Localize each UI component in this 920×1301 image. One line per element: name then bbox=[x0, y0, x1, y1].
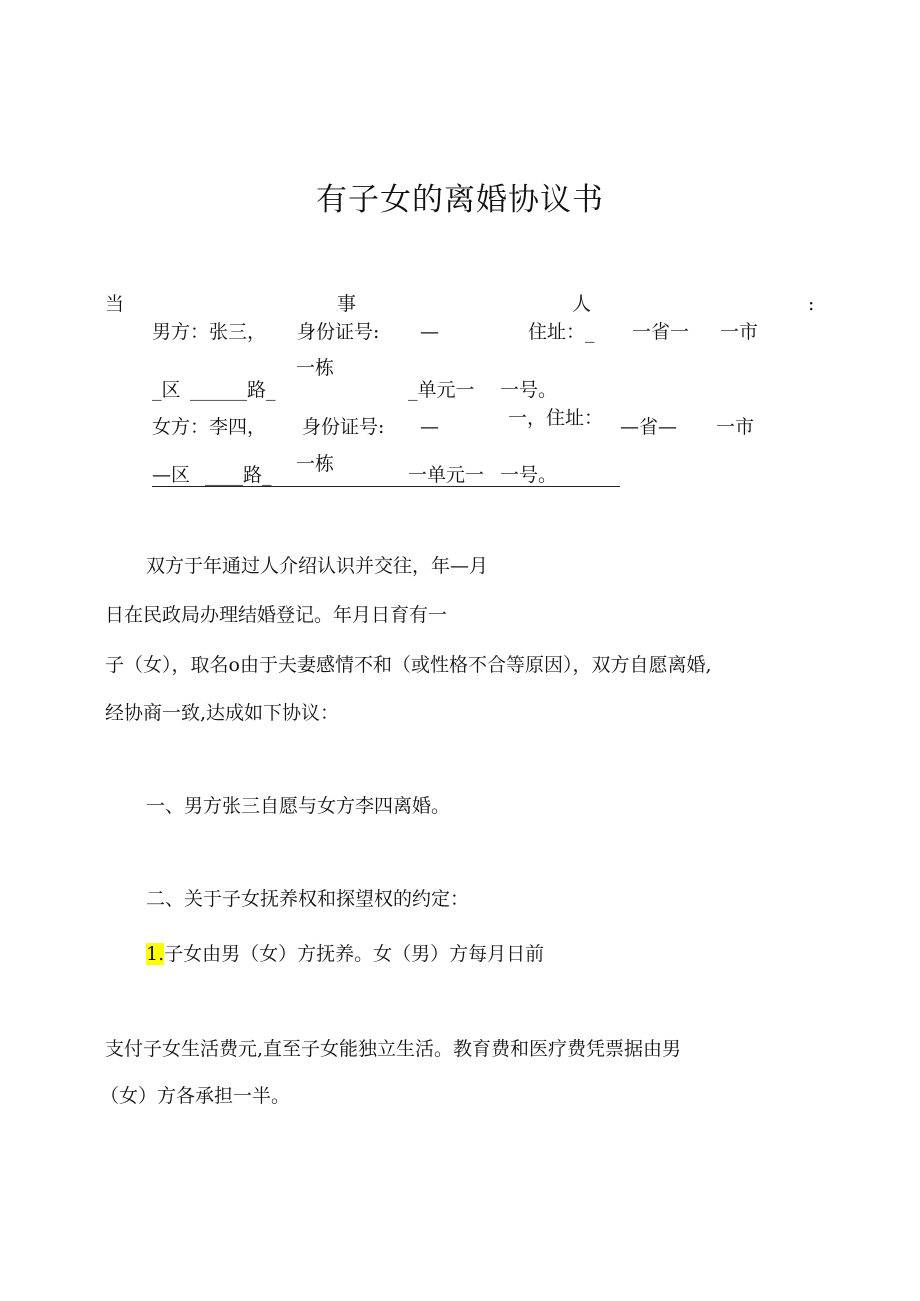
female-number: 一号。 bbox=[500, 464, 558, 486]
female-party-label: 女方：李四， bbox=[152, 416, 267, 438]
parties-label-char-4: : bbox=[808, 293, 815, 315]
parties-label-char-2: 事 bbox=[337, 293, 357, 315]
female-unit: 一单元一 bbox=[408, 464, 485, 486]
female-id-blank: — bbox=[420, 416, 439, 438]
female-address-label: 一，住址： bbox=[508, 407, 604, 429]
male-id-label: 身份证号: bbox=[297, 321, 380, 343]
male-district: _区 bbox=[152, 379, 181, 401]
parties-label-char-1: 当 bbox=[105, 293, 125, 315]
parties-label-char-3: 人 bbox=[572, 293, 592, 315]
male-province: 一省一 bbox=[632, 321, 690, 343]
female-city: 一市 bbox=[716, 416, 755, 438]
female-building: 一栋 bbox=[296, 453, 335, 475]
male-address-label: 住址：_ bbox=[528, 321, 595, 343]
continuation-line-1: 支付子女生活费元,直至子女能独立生活。教育费和医疗费凭票据由男 bbox=[105, 1038, 682, 1060]
item-1 bbox=[146, 942, 544, 966]
female-province: —省— bbox=[620, 416, 678, 438]
clause-2: 二、关于子女抚养权和探望权的约定： bbox=[146, 888, 470, 910]
male-unit: _单元一 bbox=[408, 379, 475, 401]
intro-line-1: 双方于年通过人介绍认识并交往，年—月 bbox=[146, 555, 489, 577]
item-1-text: 子女由男（女）方抚养。女（男）方每月日前 bbox=[164, 943, 545, 965]
male-city: 一市 bbox=[720, 321, 759, 343]
clause-1: 一、男方张三自愿与女方李四离婚。 bbox=[146, 795, 451, 817]
item-1-number: 1. bbox=[146, 943, 165, 965]
female-id-label: 身份证号: bbox=[302, 416, 385, 438]
male-party-label: 男方：张三， bbox=[152, 321, 267, 343]
female-address-underline bbox=[152, 486, 620, 487]
male-road: ______路_ bbox=[190, 379, 276, 401]
continuation-line-2: （女）方各承担一半。 bbox=[100, 1085, 291, 1107]
intro-line-2: 日在民政局办理结婚登记。年月日育有一 bbox=[105, 604, 448, 626]
male-id-blank: — bbox=[420, 321, 439, 343]
female-road: ____路_ bbox=[205, 464, 272, 486]
intro-line-3: 子（女），取名o由于夫妻感情不和（或性格不合等原因），双方自愿离婚, bbox=[105, 654, 712, 676]
male-number: 一号。 bbox=[500, 379, 558, 401]
male-building: 一栋 bbox=[296, 357, 335, 379]
intro-line-4: 经协商一致,达成如下协议： bbox=[105, 702, 340, 724]
document-title: 有子女的离婚协议书 bbox=[316, 182, 604, 218]
female-district: —区 bbox=[152, 464, 191, 486]
